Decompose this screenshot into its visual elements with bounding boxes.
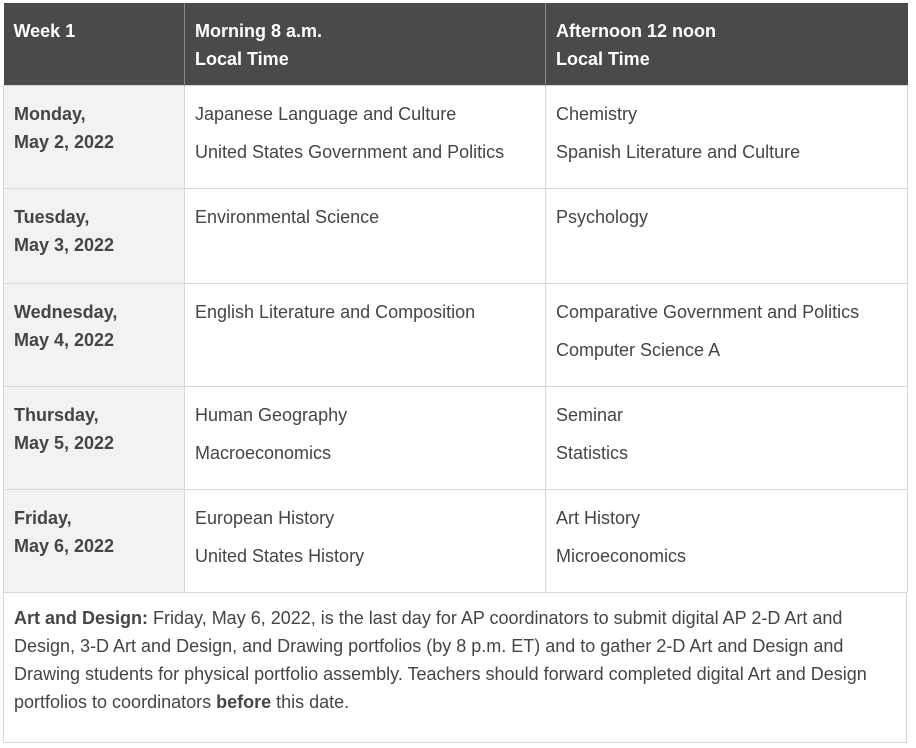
day-cell (4, 386, 185, 489)
day-name: Friday, (14, 507, 72, 528)
day-name: Thursday, (14, 404, 99, 425)
day-cell (4, 283, 185, 386)
header-morning-time: Morning 8 a.m. (195, 21, 323, 41)
day-cell (4, 489, 185, 592)
afternoon-cell (546, 85, 908, 188)
header-afternoon-time: Afternoon 12 noon (556, 21, 716, 41)
header-week (4, 3, 185, 85)
exam-subject: Computer Science A (556, 339, 721, 360)
exam-subject: United States History (195, 545, 365, 566)
day-name: Tuesday, (14, 206, 90, 227)
table-row-friday (4, 489, 908, 592)
note-emphasis: before (216, 692, 272, 712)
table-row-tuesday (4, 188, 908, 283)
art-and-design-note (3, 592, 907, 743)
afternoon-cell (546, 386, 908, 489)
table-row-wednesday (4, 283, 908, 386)
exam-subject: Statistics (556, 442, 629, 463)
morning-cell (185, 85, 546, 188)
header-morning (185, 3, 546, 85)
exam-subject: Spanish Literature and Culture (556, 141, 801, 162)
day-date: May 4, 2022 (14, 329, 115, 350)
day-date: May 5, 2022 (14, 432, 115, 453)
exam-subject: Chemistry (556, 103, 638, 124)
day-date: May 3, 2022 (14, 234, 115, 255)
exam-subject: European History (195, 507, 335, 528)
morning-cell (185, 283, 546, 386)
exam-subject: Microeconomics (556, 545, 687, 566)
exam-subject: Human Geography (195, 404, 348, 425)
exam-subject: Macroeconomics (195, 442, 332, 463)
afternoon-cell (546, 283, 908, 386)
morning-cell (185, 188, 546, 283)
schedule-table (3, 3, 908, 592)
exam-subject: Environmental Science (195, 206, 380, 227)
afternoon-cell (546, 188, 908, 283)
morning-cell (185, 489, 546, 592)
exam-subject: Seminar (556, 404, 624, 425)
note-text: Friday, May 6, 2022, is the last day for AP coordinators to submit digital AP 2-D Art and Design, 3-D Art and Design, and Drawing portfolios (by 8 p.m. ET) and to gather 2-D Art and Design and Drawing students for physical portfolio assembly. Teachers should forward completed digital Art and Design portfolios to coordinators (14, 608, 867, 712)
day-cell (4, 85, 185, 188)
exam-subject: Comparative Government and Politics (556, 301, 860, 322)
day-date: May 2, 2022 (14, 131, 115, 152)
header-morning-localtime: Local Time (195, 49, 289, 69)
day-cell (4, 188, 185, 283)
exam-subject: Art History (556, 507, 641, 528)
morning-cell (185, 386, 546, 489)
header-afternoon (546, 3, 908, 85)
exam-subject: United States Government and Politics (195, 141, 505, 162)
exam-schedule (3, 3, 907, 743)
afternoon-cell (546, 489, 908, 592)
exam-subject: Japanese Language and Culture (195, 103, 457, 124)
note-label: Art and Design: (14, 608, 149, 628)
exam-subject: Psychology (556, 206, 649, 227)
header-week-label: Week 1 (13, 21, 76, 41)
exam-subject: English Literature and Composition (195, 301, 476, 322)
note-text-end: this date. (271, 692, 350, 712)
table-row-monday (4, 85, 908, 188)
table-header-row (4, 3, 908, 85)
header-afternoon-localtime: Local Time (556, 49, 650, 69)
table-row-thursday (4, 386, 908, 489)
day-name: Monday, (14, 103, 86, 124)
day-date: May 6, 2022 (14, 535, 115, 556)
day-name: Wednesday, (14, 301, 118, 322)
